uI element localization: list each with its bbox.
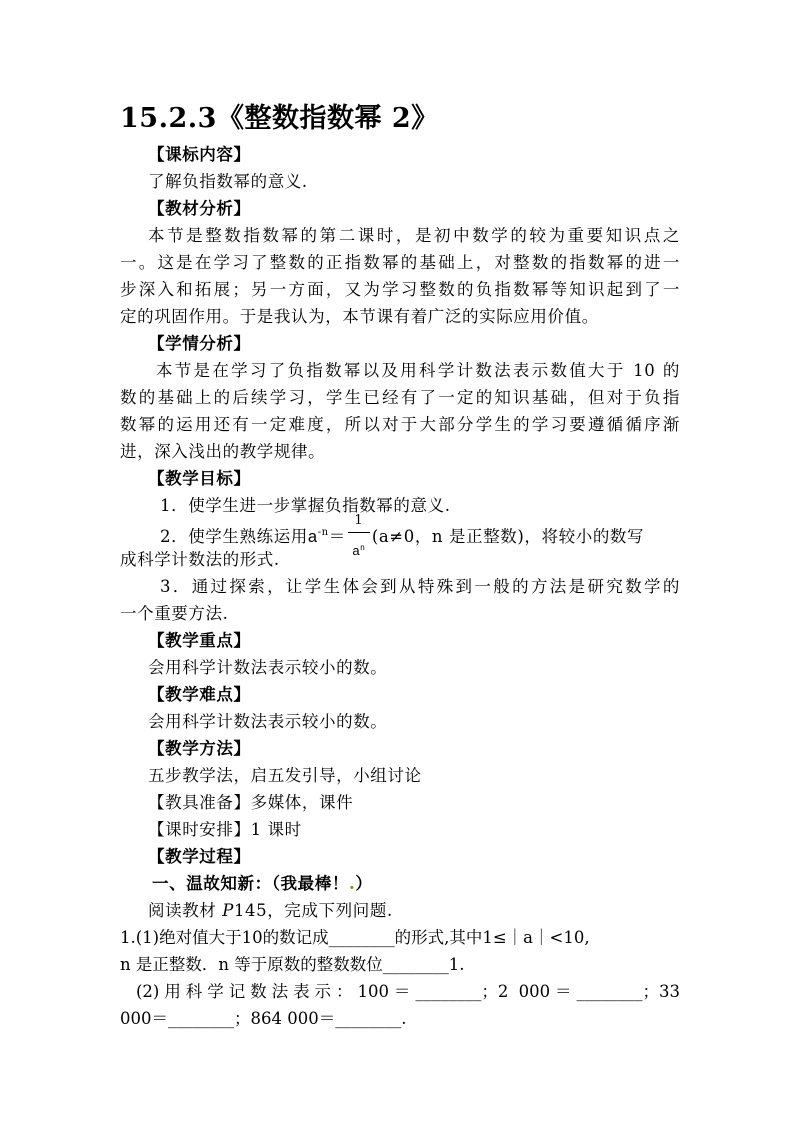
denominator-base: a — [352, 543, 361, 558]
review-heading-close: ） — [355, 874, 373, 893]
review-heading-text: 一、温故知新：（我最棒！ — [152, 874, 349, 893]
goal-3-line-2: 一个重要方法. — [120, 604, 229, 623]
goal-3-line-1: 3．通过探索，让学生体会到从特殊到一般的方法是研究数学的 — [160, 577, 680, 596]
section-heading-teaching-goals: 【教学目标】 — [148, 469, 251, 488]
section-heading-learner-analysis: 【学情分析】 — [148, 334, 251, 353]
fraction-bar — [348, 532, 370, 533]
goal-2-line-2: 成科学计数法的形式. — [120, 550, 280, 569]
denominator-exponent: n — [360, 543, 366, 552]
section-heading-textbook-analysis: 【教材分析】 — [148, 199, 251, 218]
section-heading-curriculum: 【课标内容】 — [148, 145, 251, 164]
learner-analysis-line-3: 数幂的运用还有一定难度，所以对于大部分学生的学习要遵循循序渐 — [120, 415, 680, 434]
section-heading-difficulties: 【教学难点】 — [148, 685, 251, 704]
question-2-line-1: (2)用科学记数法表示：100＝________；2 000＝________；33 — [136, 982, 680, 1001]
difficulties-text: 会用科学计数法表示较小的数。 — [148, 712, 388, 731]
formula-fraction — [346, 513, 372, 558]
curriculum-text: 了解负指数幂的意义. — [148, 172, 308, 191]
page-reference-letter: P — [222, 901, 234, 920]
fraction-numerator: 1 — [354, 513, 364, 528]
textbook-analysis-line-4: 定的巩固作用。于是我认为，本节课有着广泛的实际应用价值。 — [120, 307, 599, 326]
goal-2-prefix: 2．使学生熟练运用 — [160, 527, 308, 546]
textbook-analysis-line-1: 本节是整数指数幂的第二课时，是初中数学的较为重要知识点之 — [148, 226, 680, 245]
question-1-line-2: n 是正整数．n 等于原数的整数数位________1. — [120, 955, 465, 974]
learner-analysis-line-4: 进，深入浅出的教学规律。 — [120, 442, 326, 461]
review-heading — [152, 874, 712, 894]
document-title: 15.2.3《整数指数幂 2》 — [120, 103, 439, 134]
methods-text: 五步教学法，启五发引导，小组讨论 — [148, 766, 422, 785]
question-2-line-2: 000＝________；864 000＝________. — [120, 1009, 407, 1028]
goal-2 — [160, 513, 680, 558]
formula-base: a — [307, 528, 318, 546]
review-heading-mark: . — [348, 874, 356, 893]
textbook-analysis-line-2: 一。这是在学习了整数的正指数幂的基础上，对整数的指数幂的进一 — [120, 253, 680, 272]
schedule-line: 【课时安排】1 课时 — [148, 820, 302, 839]
formula-exponent: -n — [317, 527, 329, 538]
question-1-line-1: 1.(1)绝对值大于10的数记成________的形式,其中1≤｜a｜<10, — [120, 928, 590, 947]
section-heading-key-points: 【教学重点】 — [148, 631, 251, 650]
goal-1: 1．使学生进一步掌握负指数幂的意义. — [160, 496, 451, 515]
reading-instruction-prefix: 阅读教材 — [148, 901, 223, 920]
goal-2-suffix: (a≠0，n 是正整数)，将较小的数写 — [371, 527, 645, 546]
section-heading-methods: 【教学方法】 — [148, 739, 251, 758]
learner-analysis-line-1: 本节是在学习了负指数幂以及用科学计数法表示数值大于 10 的 — [156, 361, 680, 380]
formula-equals: ＝ — [328, 527, 346, 546]
reading-instruction — [148, 901, 708, 921]
textbook-analysis-line-3: 步深入和拓展；另一方面，又为学习整数的负指数幂等知识起到了一 — [120, 280, 680, 299]
teaching-aids-line: 【教具准备】多媒体，课件 — [148, 793, 354, 812]
section-heading-process: 【教学过程】 — [148, 847, 251, 866]
learner-analysis-line-2: 数的基础上的后续学习，学生已经有了一定的知识基础，但对于负指 — [120, 388, 680, 407]
key-points-text: 会用科学计数法表示较小的数。 — [148, 658, 388, 677]
reading-instruction-suffix: 145，完成下列问题. — [233, 901, 393, 920]
